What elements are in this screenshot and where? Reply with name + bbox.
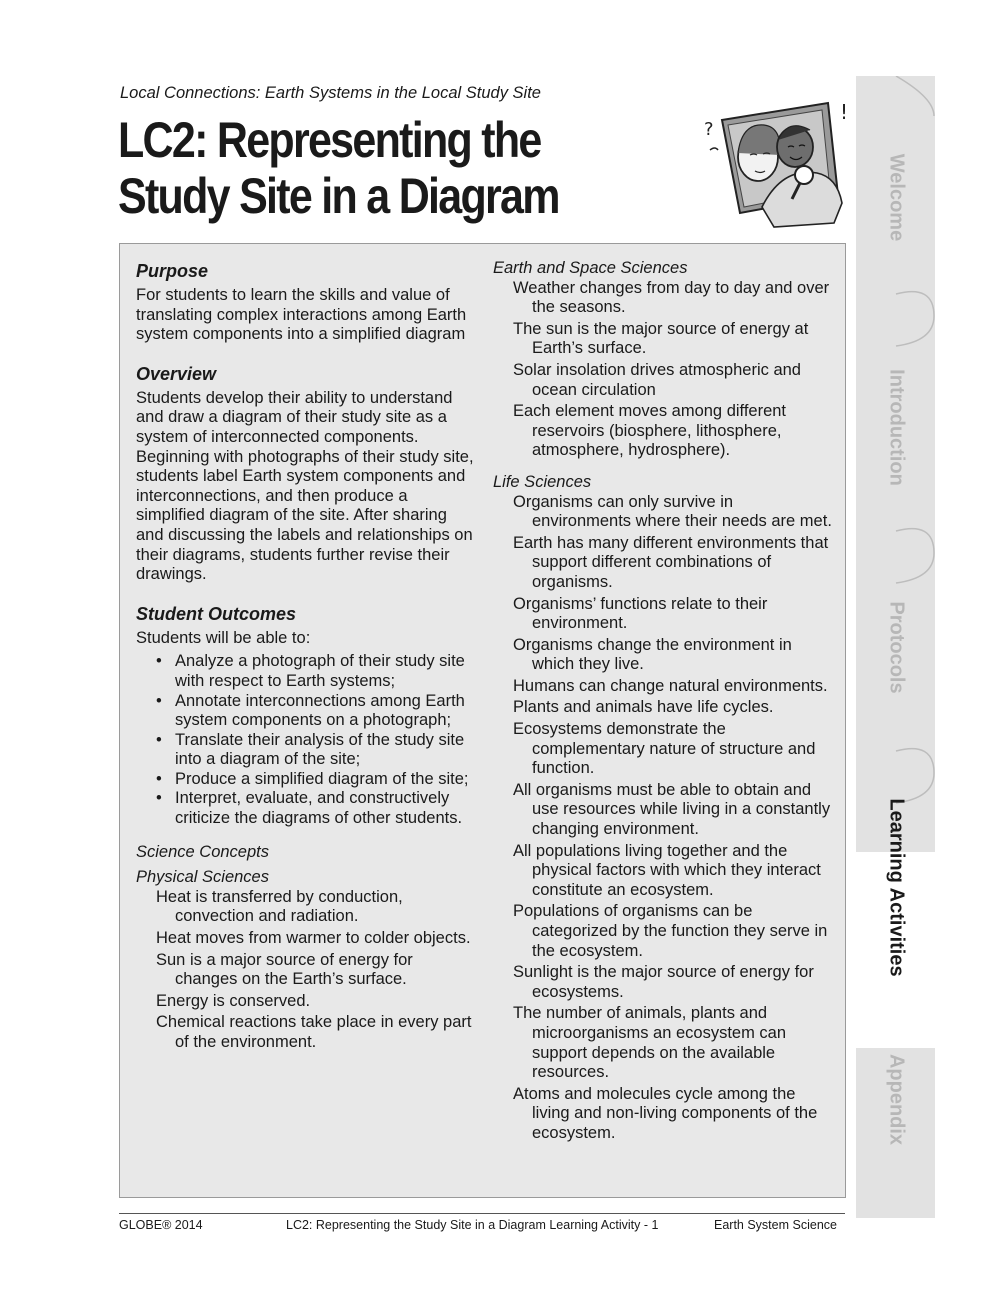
- life-concept: Plants and animals have life cycles.: [513, 698, 774, 717]
- life-concept: Earth has many different environments that support different combinations of organisms.: [513, 533, 829, 591]
- life-concept: All organisms must be able to obtain and use resources while living in a constantly changing environment.: [513, 780, 831, 839]
- life-concept: Sunlight is the major source of energy for ecosystems.: [513, 963, 814, 1001]
- svg-text:?: ?: [704, 119, 714, 140]
- outcome-item: • Translate their analysis of the study site into a diagram of the site;: [156, 731, 476, 770]
- life-concept: Organisms can only survive in environments where their needs are met.: [513, 492, 832, 531]
- outcome-item: • Produce a simplified diagram of the site;: [156, 770, 476, 790]
- page-title: [118, 112, 559, 224]
- footer-copyright: GLOBE® 2014: [119, 1218, 203, 1232]
- footer-divider: [119, 1213, 845, 1214]
- left-column: [136, 260, 476, 1055]
- life-concept: The number of animals, plants and microorganisms an ecosystem can support depends on the available resources.: [513, 1004, 787, 1082]
- content-box: [119, 243, 846, 1198]
- tab-appendix[interactable]: Appendix: [885, 1053, 908, 1146]
- physical-concept: Energy is conserved.: [156, 991, 311, 1010]
- tab-protocols[interactable]: Protocols: [885, 601, 908, 694]
- tab-introduction[interactable]: Introduction: [885, 369, 908, 486]
- title-line-1: LC2: Representing the: [118, 112, 541, 168]
- life-concept: Humans can change natural environments.: [513, 676, 828, 695]
- life-concept: Organisms’ functions relate to their environment.: [513, 594, 768, 633]
- earth-concept: Weather changes from day to day and over the seasons.: [513, 278, 830, 317]
- science-concepts-heading: Science Concepts: [136, 842, 269, 861]
- outcomes-intro: Students will be able to:: [136, 628, 311, 647]
- earth-concept: Each element moves among different reservoirs (biosphere, lithosphere, atmosphere, hydrosphere).: [513, 402, 787, 460]
- section-tabs: [856, 76, 935, 1218]
- life-sciences-label: Life Sciences: [493, 472, 592, 491]
- purpose-heading: Purpose: [136, 261, 209, 281]
- life-concept: Atoms and molecules cycle among the living and non-living components of the ecosystem.: [513, 1084, 818, 1142]
- earth-concept: Solar insolation drives atmospheric and ocean circulation: [513, 360, 801, 399]
- footer-page-title: LC2: Representing the Study Site in a Diagram Learning Activity - 1: [286, 1218, 659, 1232]
- svg-text:!: !: [840, 100, 849, 124]
- life-concept: Organisms change the environment in which they live.: [513, 635, 792, 674]
- tab-welcome[interactable]: Welcome: [885, 153, 908, 242]
- students-illustration: [700, 95, 860, 230]
- earth-concept: The sun is the major source of energy at Earth’s surface.: [513, 319, 809, 358]
- tab-learning-activities[interactable]: Learning Activities: [885, 798, 908, 977]
- physical-concept: Chemical reactions take place in every part of the environment.: [156, 1013, 472, 1051]
- physical-concept: Heat moves from warmer to colder objects.: [156, 929, 471, 948]
- life-concept: Populations of organisms can be categorized by the function they serve in the ecosystem.: [513, 902, 828, 960]
- overview-heading: Overview: [136, 363, 217, 384]
- life-concept: All populations living together and the physical factors with which they interact constitute an ecosystem.: [513, 841, 821, 899]
- title-line-2: Study Site in a Diagram: [118, 168, 559, 224]
- purpose-text: For students to learn the skills and value of translating complex interactions among Earth system components into a simplified diagram: [136, 286, 467, 344]
- outcome-item: • Annotate interconnections among Earth system components on a photograph;: [156, 692, 476, 731]
- series-title: Local Connections: Earth Systems in the Local Study Site: [120, 84, 541, 102]
- footer-section: Earth System Science: [714, 1218, 837, 1232]
- right-column: [493, 259, 833, 1146]
- overview-text: Students develop their ability to understand and draw a diagram of their study site as a system of interconnected components. Beginning with photographs of their study site, students label Earth system components and interconnections, and then produce a simplified diagram of the site. After sharing and discussing the labels and relationships on their diagrams, students further revise their drawings.: [136, 388, 474, 584]
- earth-sciences-label: Earth and Space Sciences: [493, 259, 688, 277]
- outcomes-heading: Student Outcomes: [136, 603, 297, 624]
- life-concept: Ecosystems demonstrate the complementary nature of structure and function.: [513, 720, 816, 778]
- physical-sciences-label: Physical Sciences: [136, 868, 269, 887]
- outcome-item: • Analyze a photograph of their study site with respect to Earth systems;: [156, 652, 476, 691]
- outcome-item: • Interpret, evaluate, and constructively criticize the diagrams of other students.: [156, 789, 476, 828]
- physical-concept: Sun is a major source of energy for changes on the Earth’s surface.: [156, 950, 413, 989]
- physical-concept: Heat is transferred by conduction, convection and radiation.: [156, 887, 403, 926]
- outcomes-list: [136, 652, 476, 828]
